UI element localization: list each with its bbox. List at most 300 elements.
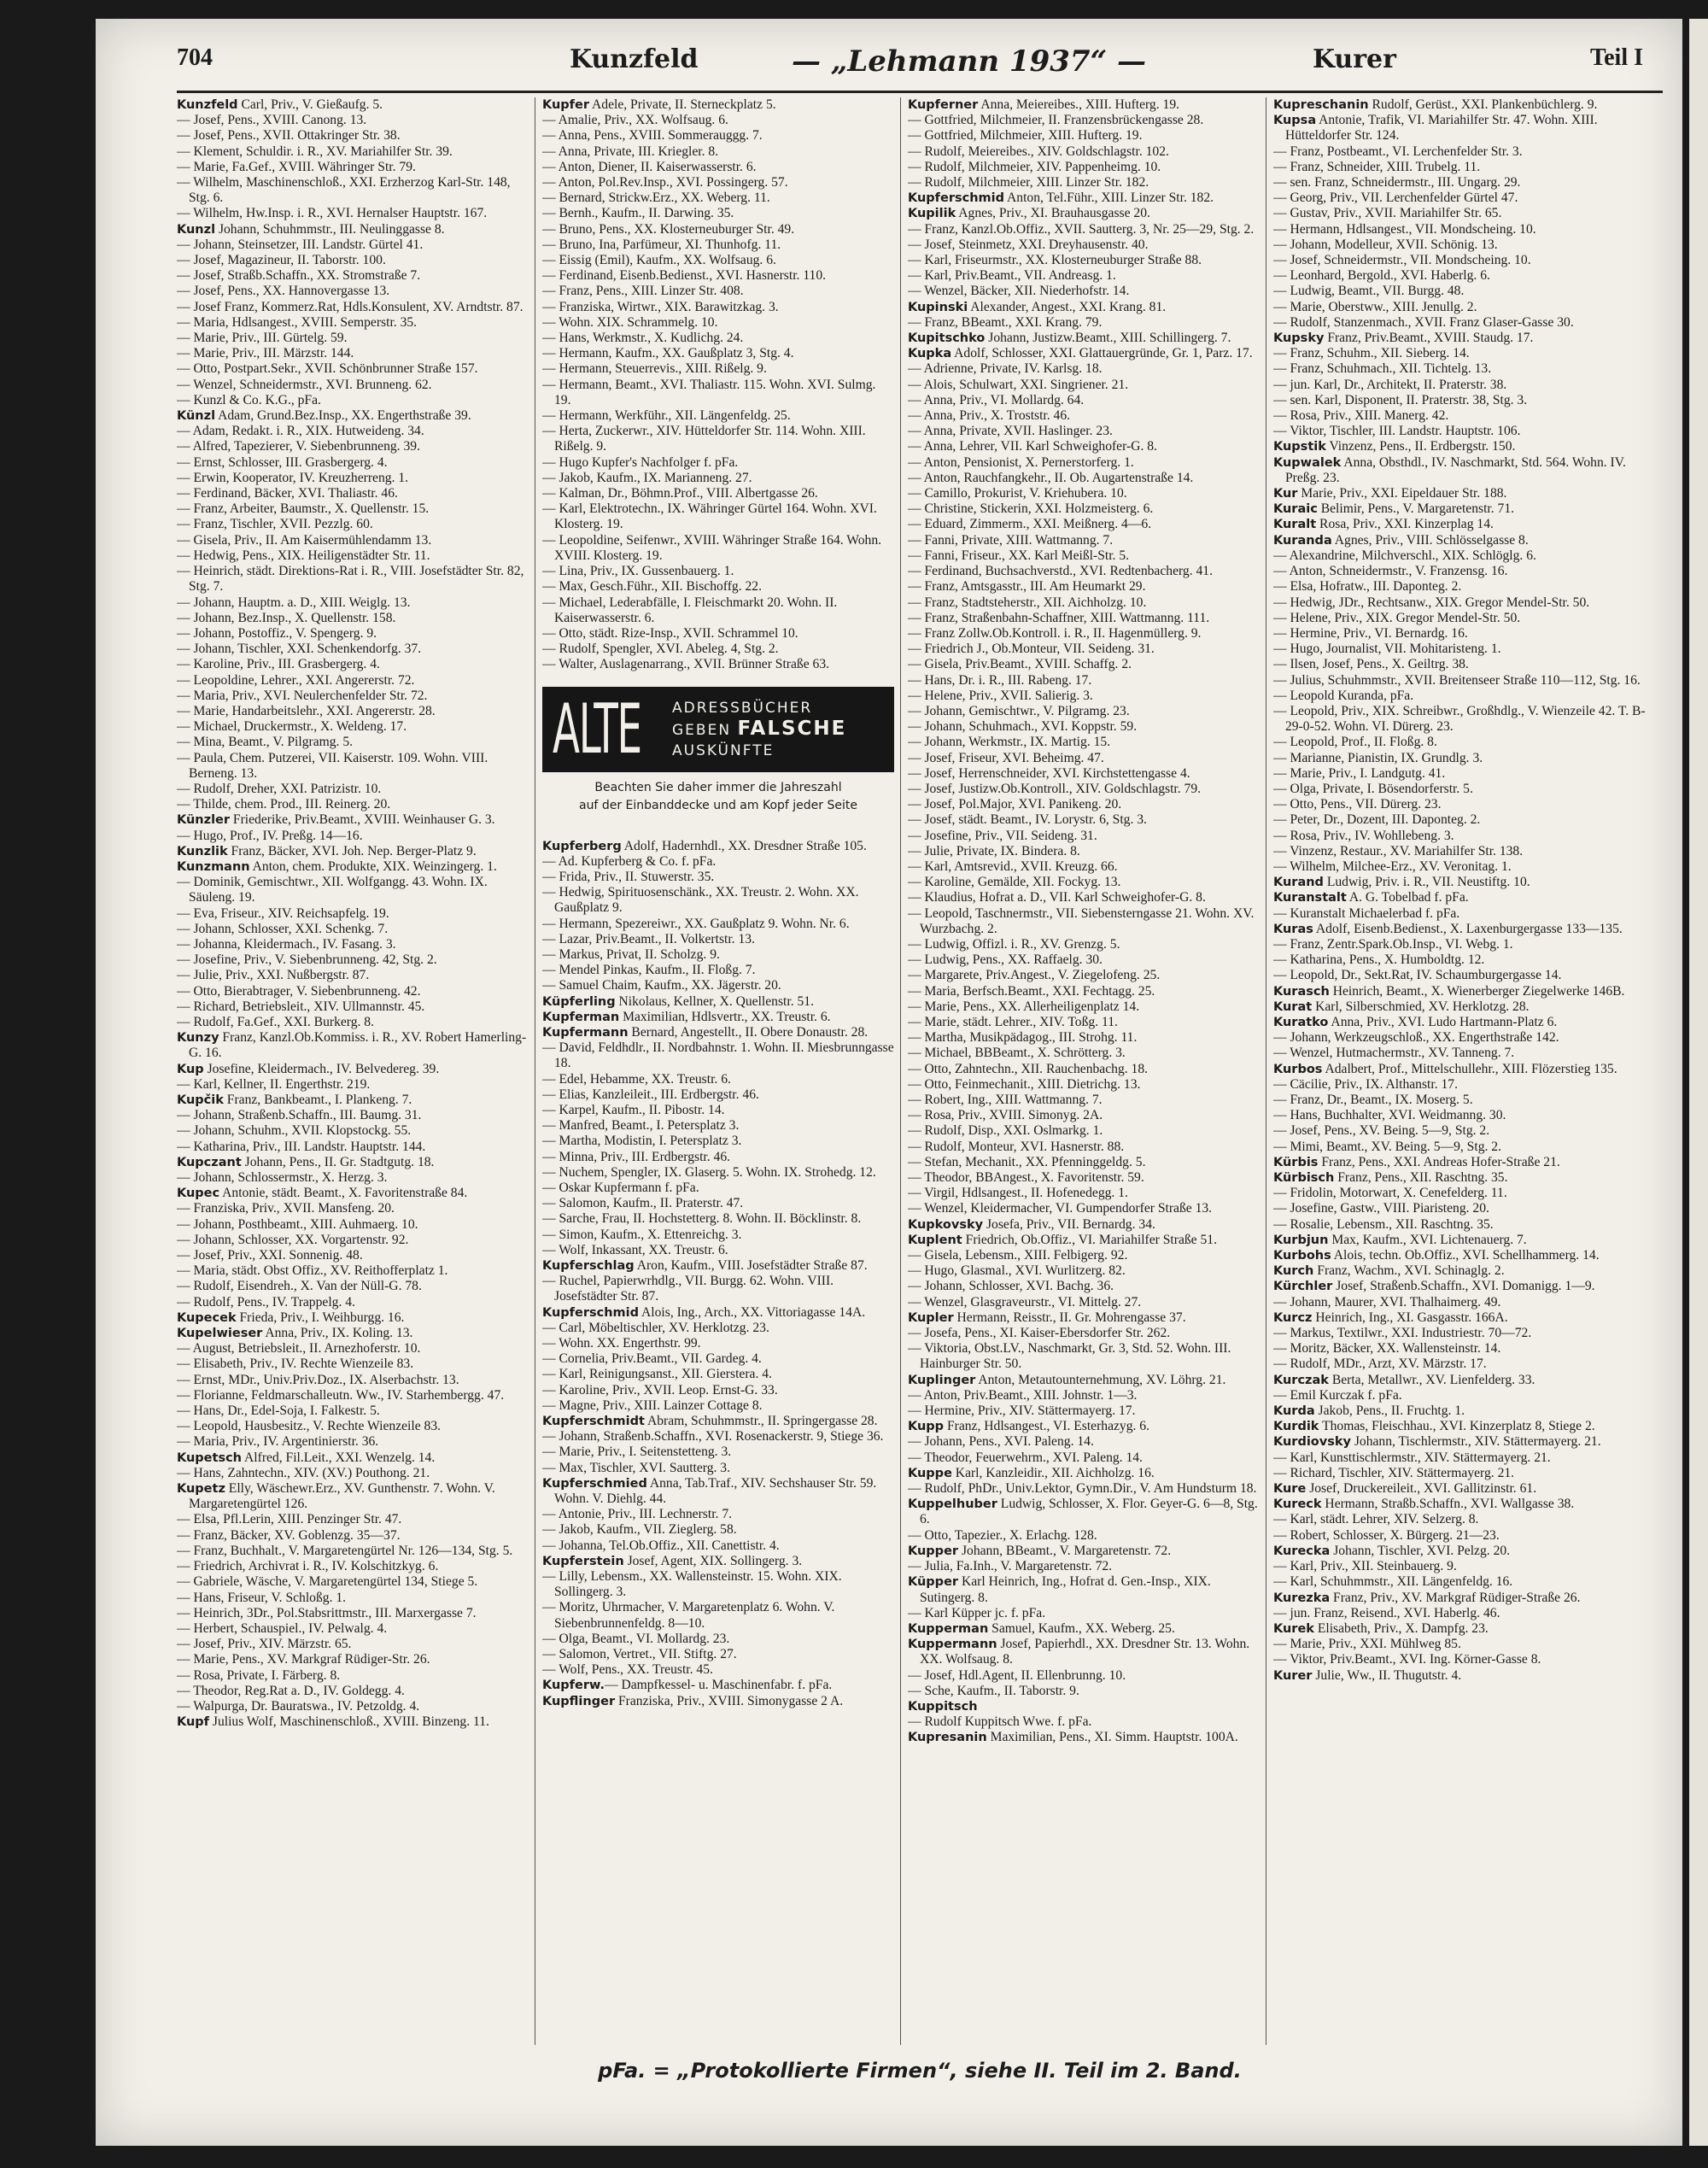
directory-entry bbox=[908, 1295, 1260, 1310]
directory-entry bbox=[908, 160, 1260, 175]
entry-details: Johann, Tischler, XVI. Pelzg. 20. bbox=[1330, 1543, 1511, 1558]
directory-entry bbox=[177, 1077, 529, 1093]
entry-details: — Lilly, Lebensm., XX. Wallensteinstr. 15. Wohn. XIX. Sollingerg. 3. bbox=[542, 1569, 842, 1600]
entry-details: — Antonie, Priv., III. Lechnerstr. 7. bbox=[542, 1507, 733, 1522]
entry-details: Anna, Priv., XVI. Ludo Hartmann-Platz 6. bbox=[1328, 1014, 1558, 1029]
entry-details: — Rudolf, Milchmeier, XIII. Linzer Str. 182. bbox=[908, 175, 1149, 190]
directory-entry bbox=[908, 642, 1260, 657]
directory-entry bbox=[908, 719, 1260, 735]
entry-details: — Rudolf, Eisendreh., X. Van der Nüll-G. 78. bbox=[177, 1279, 422, 1294]
directory-entry bbox=[908, 595, 1260, 611]
entry-surname: Kupferschmidt bbox=[542, 1415, 645, 1429]
entry-details: — Karl, städt. Lehrer, XIV. Selzerg. 8. bbox=[1273, 1512, 1479, 1527]
entry-details: — Hugo, Prof., IV. Preßg. 14—16. bbox=[177, 828, 363, 843]
entry-details: — Rudolf, Pens., IV. Trappelg. 4. bbox=[177, 1294, 355, 1310]
entry-details: — Johann, Gemischtwr., V. Pilgramg. 23. bbox=[908, 703, 1130, 718]
entry-details: Anna, Tab.Traf., XIV. Sechshauser Str. 59. Wohn. V. Diehlg. 44. bbox=[554, 1475, 877, 1507]
entry-details: — Anton, Schneidermstr., V. Franzensg. 16. bbox=[1273, 564, 1508, 579]
directory-entry bbox=[177, 1434, 529, 1450]
directory-entry bbox=[1273, 237, 1663, 253]
directory-entry bbox=[177, 1466, 529, 1481]
entry-details: — Ilsen, Josef, Pens., X. Geiltrg. 38. bbox=[1273, 657, 1469, 672]
directory-entry bbox=[1273, 517, 1663, 532]
directory-entry bbox=[177, 952, 529, 968]
entry-details: — Anton, Priv.Beamt., XIII. Johnstr. 1—3. bbox=[908, 1387, 1138, 1403]
entry-details: Agnes, Priv., XI. Brauhausgasse 20. bbox=[956, 206, 1150, 221]
entry-details: — Otto, Bierabtrager, V. Siebenbrunneng. 42. bbox=[177, 983, 421, 999]
entry-details: — Rosa, Priv., IV. Wohllebeng. 3. bbox=[1273, 828, 1454, 843]
directory-entry bbox=[177, 128, 529, 144]
directory-entry bbox=[908, 1155, 1260, 1170]
entry-details: — Maria, Priv., XVI. Neulerchenfelder Str. 72. bbox=[177, 688, 428, 703]
entry-details: — Johann, Straßenb.Schaffn., III. Baumg. 31. bbox=[177, 1108, 422, 1123]
directory-entry bbox=[1273, 190, 1663, 206]
directory-entry bbox=[1273, 160, 1663, 175]
entry-details: — Wilhelm, Milchee-Erz., XV. Veronitag. 1. bbox=[1273, 858, 1512, 874]
entry-surname: Künzl bbox=[177, 409, 216, 424]
entry-details: — Marie, Pens., XX. Allerheiligenplatz 14. bbox=[908, 999, 1140, 1014]
entry-details: — Otto, Tapezier., X. Erlachg. 128. bbox=[908, 1527, 1097, 1543]
directory-entry bbox=[1273, 906, 1663, 922]
entry-details: — Carl, Möbeltischler, XV. Herklotzg. 23. bbox=[542, 1320, 769, 1335]
entry-details: — Kuranstalt Michaelerbad f. pFa. bbox=[1273, 905, 1460, 921]
entry-details: — Wenzel, Hutmachermstr., XV. Tanneng. 7. bbox=[1273, 1046, 1515, 1061]
entry-surname: Kurdik bbox=[1273, 1420, 1319, 1434]
directory-entry bbox=[908, 1201, 1260, 1216]
entry-details: — Klaudius, Hofrat a. D., VII. Karl Schweighofer-G. 8. bbox=[908, 890, 1206, 905]
directory-entry bbox=[1273, 1233, 1663, 1248]
entry-details: — Gustav, Priv., XVII. Mariahilfer Str. 65. bbox=[1273, 206, 1502, 221]
entry-surname: Kurch bbox=[1273, 1264, 1314, 1279]
directory-entry bbox=[177, 1030, 529, 1061]
directory-entry bbox=[908, 1140, 1260, 1155]
directory-entry bbox=[177, 253, 529, 268]
directory-entry bbox=[177, 673, 529, 688]
directory-columns bbox=[177, 97, 1663, 2045]
footer-note: pFa. = „Protokollierte Firmen“, siehe II. Teil im 2. Band. bbox=[598, 2059, 1242, 2083]
directory-entry bbox=[1273, 222, 1663, 237]
directory-entry bbox=[177, 1403, 529, 1419]
directory-entry bbox=[542, 1228, 894, 1243]
ad-text bbox=[672, 698, 846, 761]
directory-entry bbox=[908, 1559, 1260, 1574]
entry-details: — Oskar Kupfermann f. pFa. bbox=[542, 1180, 699, 1195]
directory-entry bbox=[542, 1072, 894, 1087]
directory-entry bbox=[177, 611, 529, 626]
directory-entry bbox=[177, 315, 529, 331]
directory-entry bbox=[1273, 1403, 1663, 1419]
entry-details: Franz, Bäcker, XVI. Joh. Nep. Berger-Platz 9. bbox=[227, 843, 477, 858]
entry-surname: Kupčik bbox=[177, 1093, 224, 1107]
directory-entry bbox=[1273, 626, 1663, 642]
entry-details: — Helene, Priv., XIX. Gregor Mendel-Str. 50. bbox=[1273, 610, 1521, 625]
entry-details: — Josefine, Gastw., VIII. Piaristeng. 20. bbox=[1273, 1201, 1489, 1216]
directory-entry bbox=[908, 1046, 1260, 1061]
directory-entry bbox=[177, 1606, 529, 1621]
directory-entry bbox=[908, 1388, 1260, 1403]
entry-details: — Karoline, Gemälde, XII. Fockyg. 13. bbox=[908, 875, 1121, 890]
directory-entry bbox=[908, 1419, 1260, 1434]
entry-details: — Franz Zollw.Ob.Kontroll. i. R., II. Hagenmüllerg. 9. bbox=[908, 625, 1202, 641]
entry-surname: Kupler bbox=[908, 1310, 954, 1325]
entry-details: — Josef, Friseur, XVI. Beheimg. 47. bbox=[908, 750, 1104, 765]
entry-details: — Moritz, Bäcker, XX. Wallensteinstr. 14. bbox=[1273, 1341, 1501, 1356]
entry-details: — Peter, Dr., Dozent, III. Daponteg. 2. bbox=[1273, 812, 1481, 828]
entry-details: — Sche, Kaufm., II. Taborstr. 9. bbox=[908, 1683, 1079, 1698]
entry-details: — Viktor, Tischler, III. Landstr. Hauptstr. 106. bbox=[1273, 424, 1521, 439]
entry-surname: Kurczak bbox=[1273, 1373, 1329, 1387]
directory-entry bbox=[1273, 1123, 1663, 1139]
entry-details: — Julius, Schuhmmstr., XVII. Breitenseer Straße 110—112, Stg. 16. bbox=[1273, 672, 1641, 688]
directory-entry bbox=[908, 1730, 1260, 1745]
entry-details: Anton, Tel.Führ., XIII. Linzer Str. 182. bbox=[1003, 190, 1214, 206]
directory-entry bbox=[908, 206, 1260, 221]
directory-entry bbox=[177, 1279, 529, 1294]
directory-entry bbox=[1273, 1326, 1663, 1341]
entry-details: — Josef, Pens., XV. Being. 5—9, Stg. 2. bbox=[1273, 1123, 1490, 1139]
directory-entry bbox=[542, 424, 894, 454]
entry-details: — Hedwig, Pens., XIX. Heiligenstädter Str. 11. bbox=[177, 548, 430, 563]
entry-surname: Kürbisch bbox=[1273, 1171, 1335, 1186]
entry-details: — Jakob, Kaufm., IX. Marianneng. 27. bbox=[542, 470, 752, 485]
entry-details: Josef, Straßenb.Schaffn., XVI. Domanigg. 1—9. bbox=[1332, 1279, 1595, 1294]
directory-entry bbox=[1273, 1419, 1663, 1434]
entry-details: — Josef, Hdl.Agent, II. Ellenbrunng. 10. bbox=[908, 1667, 1126, 1683]
ad-line-2-big: FALSCHE bbox=[737, 717, 847, 740]
directory-entry bbox=[908, 782, 1260, 797]
entry-surname: Kuppermann bbox=[908, 1638, 997, 1652]
directory-entry bbox=[908, 1450, 1260, 1466]
entry-details: Adolf, Hadernhdl., XX. Dresdner Straße 105. bbox=[621, 838, 867, 853]
entry-details: — Wenzel, Bäcker, XII. Niederhofstr. 14. bbox=[908, 284, 1130, 299]
entry-details: — Marianne, Pianistin, IX. Grundlg. 3. bbox=[1273, 750, 1483, 765]
directory-entry bbox=[908, 611, 1260, 626]
directory-entry bbox=[908, 393, 1260, 408]
entry-details: — Herta, Zuckerwr., XIV. Hütteldorfer Str. 114. Wohn. XIII. Rißelg. 9. bbox=[542, 424, 866, 454]
directory-entry bbox=[542, 1134, 894, 1149]
entry-details: — Florianne, Feldmarschalleutn. Ww., IV. Starhembergg. 47. bbox=[177, 1387, 505, 1403]
entry-details: — Emil Kurczak f. pFa. bbox=[1273, 1387, 1402, 1403]
directory-entry bbox=[542, 361, 894, 377]
directory-entry bbox=[177, 486, 529, 501]
directory-entry bbox=[542, 346, 894, 361]
directory-entry bbox=[908, 1497, 1260, 1527]
entry-details: — Josef, Pens., XX. Hannovergasse 13. bbox=[177, 284, 390, 299]
entry-details: — Hans, Buchhalter, XVI. Weidmanng. 30. bbox=[1273, 1108, 1506, 1123]
entry-surname: Kure bbox=[1273, 1482, 1307, 1497]
directory-entry bbox=[1273, 1434, 1663, 1450]
entry-surname: Kupka bbox=[908, 347, 952, 361]
entry-details: — Johann, Werkmstr., IX. Martig. 15. bbox=[908, 735, 1111, 750]
directory-entry bbox=[542, 1010, 894, 1025]
entry-details: — Hermann, Spezereiwr., XX. Gaußplatz 9. Wohn. Nr. 6. bbox=[542, 916, 850, 931]
directory-entry bbox=[542, 885, 894, 916]
directory-entry bbox=[908, 486, 1260, 501]
entry-details: — Franz, Tischler, XVII. Pezzlg. 60. bbox=[177, 517, 373, 532]
entry-details: — Franz, Kanzl.Ob.Offiz., XVII. Sautterg. 3, Nr. 25—29, Stg. 2. bbox=[908, 221, 1255, 237]
entry-details: Karl Heinrich, Ing., Hofrat d. Gen.-Insp., XIX. Sutingerg. 8. bbox=[920, 1574, 1211, 1605]
entry-details: — Johann, Bez.Insp., X. Quellenstr. 158. bbox=[177, 610, 396, 625]
entry-details: Frieda, Priv., I. Weihburgg. 16. bbox=[236, 1310, 405, 1325]
entry-details: — Kunzl & Co. K.G., pFa. bbox=[177, 392, 321, 407]
entry-details: — Ferdinand, Buchsachverstd., XVI. Redtenbacherg. 41. bbox=[908, 564, 1213, 579]
directory-entry bbox=[177, 1140, 529, 1155]
directory-entry bbox=[542, 206, 894, 221]
directory-entry bbox=[542, 237, 894, 253]
entry-details: — Gottfried, Milchmeier, XIII. Hufterg. 19. bbox=[908, 128, 1143, 144]
directory-entry bbox=[177, 424, 529, 439]
directory-entry bbox=[908, 704, 1260, 719]
directory-entry bbox=[177, 548, 529, 564]
entry-details: — Karl, Schuhmmstr., XII. Längenfeldg. 16. bbox=[1273, 1574, 1513, 1590]
entry-details: Johann, Schuhmmstr., III. Neulinggasse 8. bbox=[215, 221, 445, 237]
directory-entry bbox=[1273, 859, 1663, 875]
entry-details: — Wenzel, Schneidermstr., XVI. Brunneng. 62. bbox=[177, 377, 432, 392]
entry-surname: Kupferberg bbox=[542, 839, 622, 853]
entry-details: — Johann, Schuhm., XVII. Klopstockg. 55. bbox=[177, 1123, 412, 1139]
entry-details: — Gisela, Priv., II. Am Kaisermühlendamm 13. bbox=[177, 532, 432, 548]
directory-entry bbox=[908, 1217, 1260, 1233]
directory-entry bbox=[177, 1591, 529, 1606]
entry-details: — Alexandrine, Milchverschl., XIX. Schlöglg. 6. bbox=[1273, 548, 1536, 563]
directory-entry bbox=[177, 361, 529, 377]
entry-details: — Hedwig, Spirituosenschänk., XX. Treustr. 2. Wohn. XX. Gaußplatz 9. bbox=[542, 885, 859, 916]
directory-entry bbox=[1273, 844, 1663, 859]
directory-entry bbox=[177, 1201, 529, 1216]
entry-details: Carl, Priv., V. Gießaufg. 5. bbox=[237, 97, 383, 112]
entry-surname: Kuppelhuber bbox=[908, 1497, 997, 1512]
entry-details: — Gabriele, Wäsche, V. Margaretengürtel 134, Stiege 5. bbox=[177, 1574, 478, 1590]
directory-entry bbox=[177, 439, 529, 454]
entry-details: Abram, Schuhmmstr., II. Springergasse 28. bbox=[644, 1414, 878, 1429]
entry-surname: Kurer bbox=[1273, 1668, 1313, 1683]
directory-entry bbox=[177, 844, 529, 859]
directory-entry bbox=[1273, 1481, 1663, 1497]
entry-details: Heinrich, Beamt., X. Wienerberger Ziegelwerke 146B. bbox=[1329, 983, 1625, 999]
directory-entry bbox=[542, 963, 894, 978]
directory-entry bbox=[177, 1326, 529, 1341]
directory-page bbox=[96, 19, 1682, 2146]
entry-details: — Kalman, Dr., Böhmn.Prof., VIII. Albertgasse 26. bbox=[542, 486, 818, 501]
directory-entry bbox=[177, 1015, 529, 1030]
directory-entry bbox=[1273, 611, 1663, 626]
directory-entry bbox=[1273, 579, 1663, 595]
directory-entry bbox=[177, 237, 529, 253]
directory-entry bbox=[1273, 1574, 1663, 1590]
directory-entry bbox=[542, 113, 894, 128]
directory-entry bbox=[1273, 1544, 1663, 1559]
directory-entry bbox=[1273, 113, 1663, 144]
directory-entry bbox=[177, 751, 529, 782]
entry-surname: Kupsky bbox=[1273, 331, 1325, 346]
directory-entry bbox=[1273, 984, 1663, 999]
directory-entry bbox=[542, 284, 894, 299]
entry-details: — Dominik, Gemischtwr., XII. Wolfgangg. 43. Wohn. IX. Säuleng. 19. bbox=[177, 875, 488, 905]
directory-entry bbox=[542, 1181, 894, 1196]
directory-entry bbox=[542, 1150, 894, 1165]
directory-entry bbox=[542, 1025, 894, 1040]
entry-details: Thomas, Fleischhau., XVI. Kinzerplatz 8, Stiege 2. bbox=[1319, 1419, 1595, 1434]
directory-entry bbox=[177, 222, 529, 237]
column-2 bbox=[542, 97, 894, 2045]
entry-details: — Cornelia, Priv.Beamt., VII. Gardeg. 4. bbox=[542, 1351, 762, 1367]
adjacent-page-edge bbox=[1689, 19, 1708, 2146]
directory-entry bbox=[177, 984, 529, 999]
directory-entry bbox=[908, 190, 1260, 206]
directory-entry bbox=[1273, 1279, 1663, 1294]
directory-entry bbox=[1273, 1030, 1663, 1046]
entry-details: — Leopold, Taschnermstr., VII. Siebensterngasse 21. Wohn. XV. Wurzbachg. 2. bbox=[908, 905, 1255, 936]
ad-note-2: auf der Einbanddecke und am Kopf jeder Seite bbox=[578, 798, 857, 812]
directory-entry bbox=[1273, 206, 1663, 221]
entry-details: — Dampfkessel- u. Maschinenfabr. f. pFa. bbox=[604, 1678, 833, 1693]
directory-entry bbox=[1273, 97, 1663, 113]
entry-details: — Elsa, Pfl.Lerin, XIII. Penzinger Str. 47. bbox=[177, 1512, 402, 1527]
directory-entry bbox=[542, 1429, 894, 1444]
entry-details: — Franz, Schneider, XIII. Trubelg. 11. bbox=[1273, 159, 1481, 174]
directory-entry bbox=[1273, 1155, 1663, 1170]
entry-surname: Kupetz bbox=[177, 1482, 225, 1497]
directory-entry bbox=[1273, 595, 1663, 611]
directory-entry bbox=[908, 890, 1260, 905]
entry-details: — Franz, Pens., XIII. Linzer Str. 408. bbox=[542, 284, 744, 299]
entry-surname: Kupferner bbox=[908, 98, 979, 112]
directory-entry bbox=[177, 378, 529, 393]
entry-details: — Anna, Private, XVII. Haslinger. 23. bbox=[908, 424, 1113, 439]
directory-entry bbox=[542, 1367, 894, 1382]
directory-entry bbox=[908, 471, 1260, 486]
directory-entry bbox=[542, 486, 894, 501]
entry-details: — Bernh., Kaufm., II. Darwing. 35. bbox=[542, 206, 734, 221]
directory-entry bbox=[908, 968, 1260, 983]
entry-surname: Kupwalek bbox=[1273, 455, 1342, 470]
entry-details: — Fanni, Friseur., XX. Karl Meißl-Str. 5. bbox=[908, 548, 1130, 563]
entry-details: Julius Wolf, Maschinenschloß., XVIII. Binzeng. 11. bbox=[209, 1714, 489, 1730]
entry-details: — Sarche, Frau, II. Hochstetterg. 8. Wohn. II. Böcklinstr. 8. bbox=[542, 1211, 862, 1227]
entry-details: — Franziska, Wirtwr., XIX. Barawitzkag. 3. bbox=[542, 299, 779, 314]
page-number: 704 bbox=[177, 44, 213, 71]
entry-details: — Adrienne, Private, IV. Karlsg. 18. bbox=[908, 361, 1103, 377]
entry-details: — Marie, Fa.Gef., XVIII. Währinger Str. 79. bbox=[177, 159, 416, 174]
entry-details: Nikolaus, Kellner, X. Quellenstr. 51. bbox=[615, 993, 815, 1009]
entry-details: Alois, Ing., Arch., XX. Vittoriagasse 14A. bbox=[638, 1304, 866, 1320]
column-3 bbox=[908, 97, 1260, 2045]
directory-entry bbox=[1273, 331, 1663, 346]
directory-entry bbox=[908, 455, 1260, 471]
entry-details: — Josef, Schneidermstr., VII. Mondscheing. 10. bbox=[1273, 253, 1531, 268]
directory-entry bbox=[1273, 1668, 1663, 1684]
entry-details: — Ludwig, Offizl. i. R., XV. Grenzg. 5. bbox=[908, 936, 1120, 952]
entry-details: — Salomon, Vertret., VII. Stiftg. 27. bbox=[542, 1647, 737, 1662]
entry-details: — Johann, Posthbeamt., XIII. Auhmaerg. 10. bbox=[177, 1216, 418, 1232]
directory-entry bbox=[177, 1684, 529, 1699]
entry-details: Johann, Pens., II. Gr. Stadtgutg. 18. bbox=[241, 1154, 435, 1169]
part-label: Teil I bbox=[1590, 44, 1643, 71]
directory-entry bbox=[177, 829, 529, 844]
entry-details: — Josef, Pens., XVIII. Canong. 13. bbox=[177, 113, 367, 128]
entry-surname: Kurasch bbox=[1273, 984, 1330, 999]
entry-details: — Rudolf, PhDr., Univ.Lektor, Gymn.Dir., V. Am Hundsturm 18. bbox=[908, 1481, 1257, 1497]
directory-entry bbox=[908, 1233, 1260, 1248]
entry-surname: Kunzl bbox=[177, 222, 216, 237]
entry-surname: Kuppe bbox=[908, 1466, 952, 1480]
entry-details: — Franz, Postbeamt., VI. Lerchenfelder Str. 3. bbox=[1273, 144, 1523, 159]
entry-details: — Franz, Dr., Beamt., IX. Moserg. 5. bbox=[1273, 1093, 1473, 1107]
directory-entry bbox=[177, 346, 529, 361]
directory-entry bbox=[908, 1637, 1260, 1667]
directory-entry bbox=[1273, 564, 1663, 579]
entry-details: — Franziska, Priv., XVII. Mansfeng. 20. bbox=[177, 1201, 395, 1216]
entry-details: Alois, techn. Ob.Offiz., XVI. Schellhammerg. 14. bbox=[1331, 1248, 1600, 1263]
entry-details: — Walpurga, Dr. Bauratswa., IV. Petzoldg. 4. bbox=[177, 1698, 420, 1714]
directory-entry bbox=[177, 1621, 529, 1637]
entry-details: — Salomon, Kaufm., II. Praterstr. 47. bbox=[542, 1196, 744, 1211]
directory-entry bbox=[908, 1341, 1260, 1372]
entry-details: Franz, Bankbeamt., I. Plankeng. 7. bbox=[223, 1093, 412, 1107]
entry-details: Franz, Priv.Beamt., XVIII. Staudg. 17. bbox=[1324, 331, 1534, 346]
entry-details: — Katharina, Priv., III. Landstr. Hauptstr. 144. bbox=[177, 1139, 426, 1154]
directory-entry bbox=[177, 564, 529, 595]
directory-entry bbox=[908, 346, 1260, 361]
entry-details: — Otto, Pens., VII. Dürerg. 23. bbox=[1273, 797, 1442, 812]
entry-details: — Georg, Priv., VII. Lerchenfelder Gürtel 47. bbox=[1273, 190, 1518, 206]
directory-entry bbox=[908, 875, 1260, 890]
entry-details: — Johann, Tischler, XXI. Schenkendorfg. 37. bbox=[177, 642, 422, 657]
entry-details: Adam, Grund.Bez.Insp., XX. Engerthstraße 39. bbox=[215, 408, 471, 424]
entry-details: — Stefan, Mechanit., XX. Pfenninggeldg. 5. bbox=[908, 1154, 1146, 1169]
directory-entry bbox=[1273, 922, 1663, 937]
directory-entry bbox=[908, 1170, 1260, 1186]
ad-line-2-pre: GEBEN bbox=[672, 721, 738, 739]
entry-details: — Marie, Pens., XV. Markgraf Rüdiger-Str. 26. bbox=[177, 1652, 430, 1667]
directory-entry bbox=[908, 766, 1260, 782]
column-2-bottom-list bbox=[542, 839, 894, 1709]
entry-details: — Hermann, Steuerrevis., XIII. Rißelg. 9. bbox=[542, 361, 767, 377]
entry-details: — Johann, Pens., XVI. Paleng. 14. bbox=[908, 1434, 1094, 1450]
entry-details: — Marie, städt. Lehrer., XIV. Toßg. 11. bbox=[908, 1014, 1118, 1029]
directory-entry bbox=[177, 1481, 529, 1512]
directory-entry bbox=[1273, 486, 1663, 501]
entry-details: — Amalie, Priv., XX. Wolfsaug. 6. bbox=[542, 113, 728, 128]
directory-entry bbox=[1273, 1450, 1663, 1466]
entry-details: — Ruchel, Papierwrhdlg., VII. Burgg. 62. Wohn. VIII. Josefstädter Str. 87. bbox=[542, 1274, 834, 1304]
directory-entry bbox=[542, 315, 894, 331]
page-header bbox=[177, 44, 1663, 84]
entry-surname: Kupferschlag bbox=[542, 1259, 635, 1273]
directory-entry bbox=[177, 1559, 529, 1574]
directory-entry bbox=[542, 1476, 894, 1507]
entry-details: Franz, Hdlsangest., VI. Esterhazyg. 6. bbox=[944, 1419, 1150, 1434]
directory-entry bbox=[177, 268, 529, 284]
directory-entry bbox=[542, 97, 894, 113]
directory-entry bbox=[542, 1258, 894, 1274]
entry-details: — Virgil, Hdlsangest., II. Hofenedegg. 1. bbox=[908, 1186, 1128, 1201]
directory-entry bbox=[908, 1310, 1260, 1326]
directory-entry bbox=[542, 190, 894, 206]
entry-details: — Otto, Zahntechn., XII. Rauchenbachg. 18. bbox=[908, 1061, 1149, 1076]
entry-details: — Rudolf, Fa.Gef., XXI. Burkerg. 8. bbox=[177, 1014, 374, 1029]
entry-details: Bernard, Angestellt., II. Obere Donaustr. 28. bbox=[628, 1024, 869, 1040]
column-2-top-list bbox=[542, 97, 894, 673]
directory-entry bbox=[908, 222, 1260, 237]
entry-details: — Christine, Stickerin, XXI. Holzmeisterg. 6. bbox=[908, 501, 1154, 517]
directory-entry bbox=[542, 378, 894, 408]
entry-details: — Karl, Friseurmstr., XX. Klosterneuburger Straße 88. bbox=[908, 253, 1202, 268]
entry-surname: Kupfermann bbox=[542, 1025, 629, 1040]
directory-entry bbox=[1273, 673, 1663, 688]
directory-entry bbox=[177, 97, 529, 113]
entry-details: — Josef, Pol.Major, XVI. Panikeng. 20. bbox=[908, 797, 1122, 812]
